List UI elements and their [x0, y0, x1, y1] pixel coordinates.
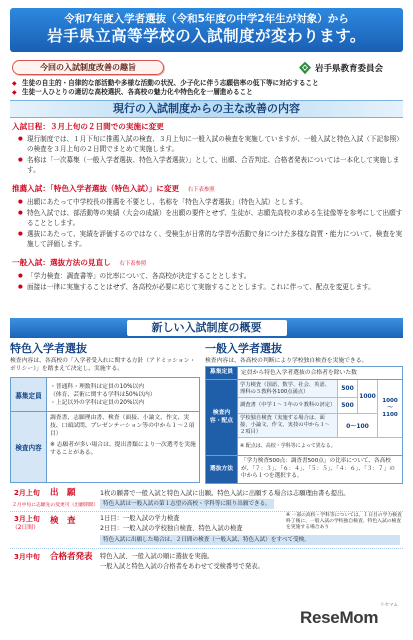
score-label: 検査内容・配点 [206, 380, 238, 456]
schedule-time: 3月上旬 [14, 515, 40, 523]
capacity-line: ・普通科・理数科は定員の10%以内 [50, 383, 145, 390]
list-item [12, 271, 403, 281]
capacity-label: 募集定員 [206, 367, 238, 380]
score-points: 500 [338, 398, 358, 414]
special-selection-table [10, 377, 200, 483]
content-note: ※ 志願者が多い場合は、提出書類により一次選考を実施することがある。 [50, 442, 196, 456]
schedule-change-section [12, 121, 403, 175]
list-item [12, 134, 403, 154]
reference-note: 右下表参照 [187, 187, 215, 193]
schedule-time: 2月上旬 [14, 489, 40, 497]
general-selection-desc: 検査内容は、各高校の判断により学校独自検査を実施できる。 [205, 358, 368, 364]
banner-subtitle: 令和7年度入学者選抜（令和5年度の中学2年生が対象）から [64, 13, 349, 25]
overview-title: 新しい入試制度の概要 [127, 320, 287, 336]
schedule-note: ２月中旬に志願先の変更可（出願期間） [12, 503, 99, 508]
subsection-heading [12, 121, 403, 133]
schedule [10, 488, 403, 580]
list-item-text: ● 現行制度では、１月下旬に推薦入試の検査、３月上旬に一般入試の検査を実施していますが、一般入試と特色入試（下記参照）の検査を３月上旬の２日間でまとめて実施します。 [27, 135, 403, 153]
score-note: ※ 配点は、高校・学科等によって異なる。 [240, 443, 336, 449]
list-item [12, 282, 403, 292]
schedule-line: 特色入試、一般入試の順に選抜を実施。 [100, 553, 214, 560]
capacity-cell [47, 378, 199, 412]
content-label: 検査内容 [11, 412, 47, 482]
banner-title: 岩手県立高等学校の入試制度が変わります。 [47, 27, 366, 45]
list-item-text: ● 選抜にあたって、実績を評価するのではなく、受検生が日常的な学習や活動で身につけた多様な資質・能力について、検査を実施して評価します。 [27, 230, 403, 248]
section-heading-overview [10, 318, 403, 338]
score-table [238, 380, 402, 456]
content-text: 調査書、志願理由書、検査（面接、小論文、作文、実技、口頭試問、プレゼンテーション等の中から１～２項目） [50, 415, 195, 437]
list-item-text: ● 特色入試では、部活動等の実績（大会の成績）を出願の要件とせず、生徒が、志願先高校の求める生徒像等を参考にして出願することとします。 [27, 209, 403, 227]
capacity-label: 募集定員 [11, 378, 47, 412]
org-name: 岩手県教育委員会 [315, 63, 384, 74]
brand-kana: リセマム [380, 603, 398, 608]
score-total [378, 380, 402, 438]
schedule-note: ※ 一部の高校・学科等については、１日目の学力検査終了後に、一般入試の学校独自検査、特色入試の検査を実施する場合あり [286, 513, 402, 531]
general-selection-section [12, 257, 403, 292]
subsection-heading [12, 257, 403, 270]
schedule-divider [10, 548, 403, 549]
title-banner [10, 8, 403, 52]
general-selection-table [205, 366, 403, 484]
score-total-value: 1000～1100 [382, 398, 398, 418]
special-selection-title: 特色入学者選抜 [10, 342, 87, 355]
general-selection-column [205, 342, 403, 365]
score-points: 0～100 [338, 414, 378, 438]
improvements-body [12, 121, 403, 316]
score-points: 500 [338, 380, 358, 398]
schedule-event: 合格者発表 [50, 552, 93, 562]
list-item [12, 197, 403, 207]
content-cell [47, 412, 199, 482]
list-item: ◆ 生徒一人ひとりの適切な高校選択、各高校の魅力化や特色化を一層進めること [12, 88, 403, 97]
purpose-title: 今回の入試制度改善の趣旨 [12, 60, 164, 75]
schedule-event: 検 査 [50, 516, 76, 526]
schedule-time: 3月中旬 [14, 553, 40, 561]
subsection-heading-text: 一般入試：選抜方法の見直し [12, 258, 111, 267]
method-label: 選抜方法 [206, 456, 238, 483]
score-item: 学校独自検査（実施する場合は、面接、小論文、作文、実技の中から１～２項目） [238, 414, 338, 438]
general-selection-title: 一般入学者選抜 [205, 342, 282, 355]
list-item: ◆ 生徒の自主的・自律的な部活動や多様な活動の状況、少子化に伴う志願倍率の低下等に対応すること [12, 79, 403, 88]
schedule-highlight: 特色入試は一般入試の第１志望の高校・学科等に限り出願できる。 [100, 499, 274, 509]
capacity-line: ・上記以外の学科は定員の20%以内 [50, 399, 145, 406]
list-item-text: ● 「学力検査：調査書等」の比率について、各高校が決定することとします。 [27, 272, 251, 280]
score-item: 学力検査（国語、数学、社会、英語、理科の５教科各100点満点） [238, 380, 338, 398]
special-selection-column [10, 342, 200, 373]
schedule-line: 1日目：一般入試の学力検査 [100, 515, 180, 522]
list-item-text: ● 出願にあたって中学校長の推薦を不要とし、名称を「特色入学者選抜」（特色入試）とします。 [27, 198, 307, 206]
list-item [12, 208, 403, 228]
method-cell [238, 456, 402, 483]
capacity-line: （体育、芸術に関する学科は50%以内） [50, 391, 156, 398]
subsection-heading [12, 183, 403, 196]
schedule-highlight: 特色入試に出願した場合は、２日間の検査（一般入試、特色入試）をすべて受検。 [100, 535, 400, 545]
special-selection-desc: 検査内容は、各高校の「入学者受入れに関する方針（アドミッション・ポリシー）」を踏まえて決定し、実施する。 [10, 358, 196, 372]
score-subtotal: 1000 [358, 380, 378, 414]
list-item [12, 229, 403, 249]
subsection-heading-text: 入試日程：３月上旬の２日間での実施に変更 [12, 122, 164, 131]
schedule-event: 出 願 [50, 488, 76, 498]
schedule-line: 1枚の願書で一般入試と特色入試に出願。特色入試に出願する場合は志願理由書も提出。 [100, 490, 350, 497]
purpose-list [12, 79, 403, 97]
org-logo [298, 59, 383, 76]
capacity-cell: 定員から特色入学者選抜の合格者を除いた数 [238, 367, 402, 380]
schedule-divider [10, 511, 403, 512]
score-item: 調査書（中学１～３年の９教科の評定） [238, 398, 338, 414]
section-heading-improvements: 現行の入試制度からの主な改善の内容 [10, 100, 403, 118]
brand-logo-text: ReseMom [300, 608, 379, 627]
resemom-logo [300, 602, 400, 632]
list-item-text: ● 名称は「一次募集（一般入学者選抜、特色入学者選抜）」として、出願、合否判定、合格者発表については一本化して実施します。 [27, 156, 400, 174]
subsection-heading-text: 推薦入試：「特色入学者選抜（特色入試）」に変更 [12, 184, 180, 193]
method-text: 「学力検査500点：調査書500点」の比率について、各高校が、「７：３」、「６：４」、「５：５」、「４：６」、「３：７」の中から１つを選択する。 [241, 458, 395, 480]
list-item [12, 155, 403, 175]
schedule-line: 一般入試と特色入試の合格者をあわせて受検番号で発表。 [100, 563, 264, 570]
list-item-text: ● 面接は一律に実施することはせず、各高校が必要に応じて実施することとします。これに伴って、配点を変更します。 [27, 283, 375, 291]
special-selection-section [12, 183, 403, 249]
schedule-time-sub: （2日間） [12, 525, 39, 531]
capacity-lines [50, 383, 156, 407]
iwate-emblem-icon [298, 61, 312, 75]
schedule-line: 2日目：一般入試の学校独自検査、特色入試の検査 [100, 525, 243, 532]
reference-note: 右下表参照 [119, 261, 147, 267]
